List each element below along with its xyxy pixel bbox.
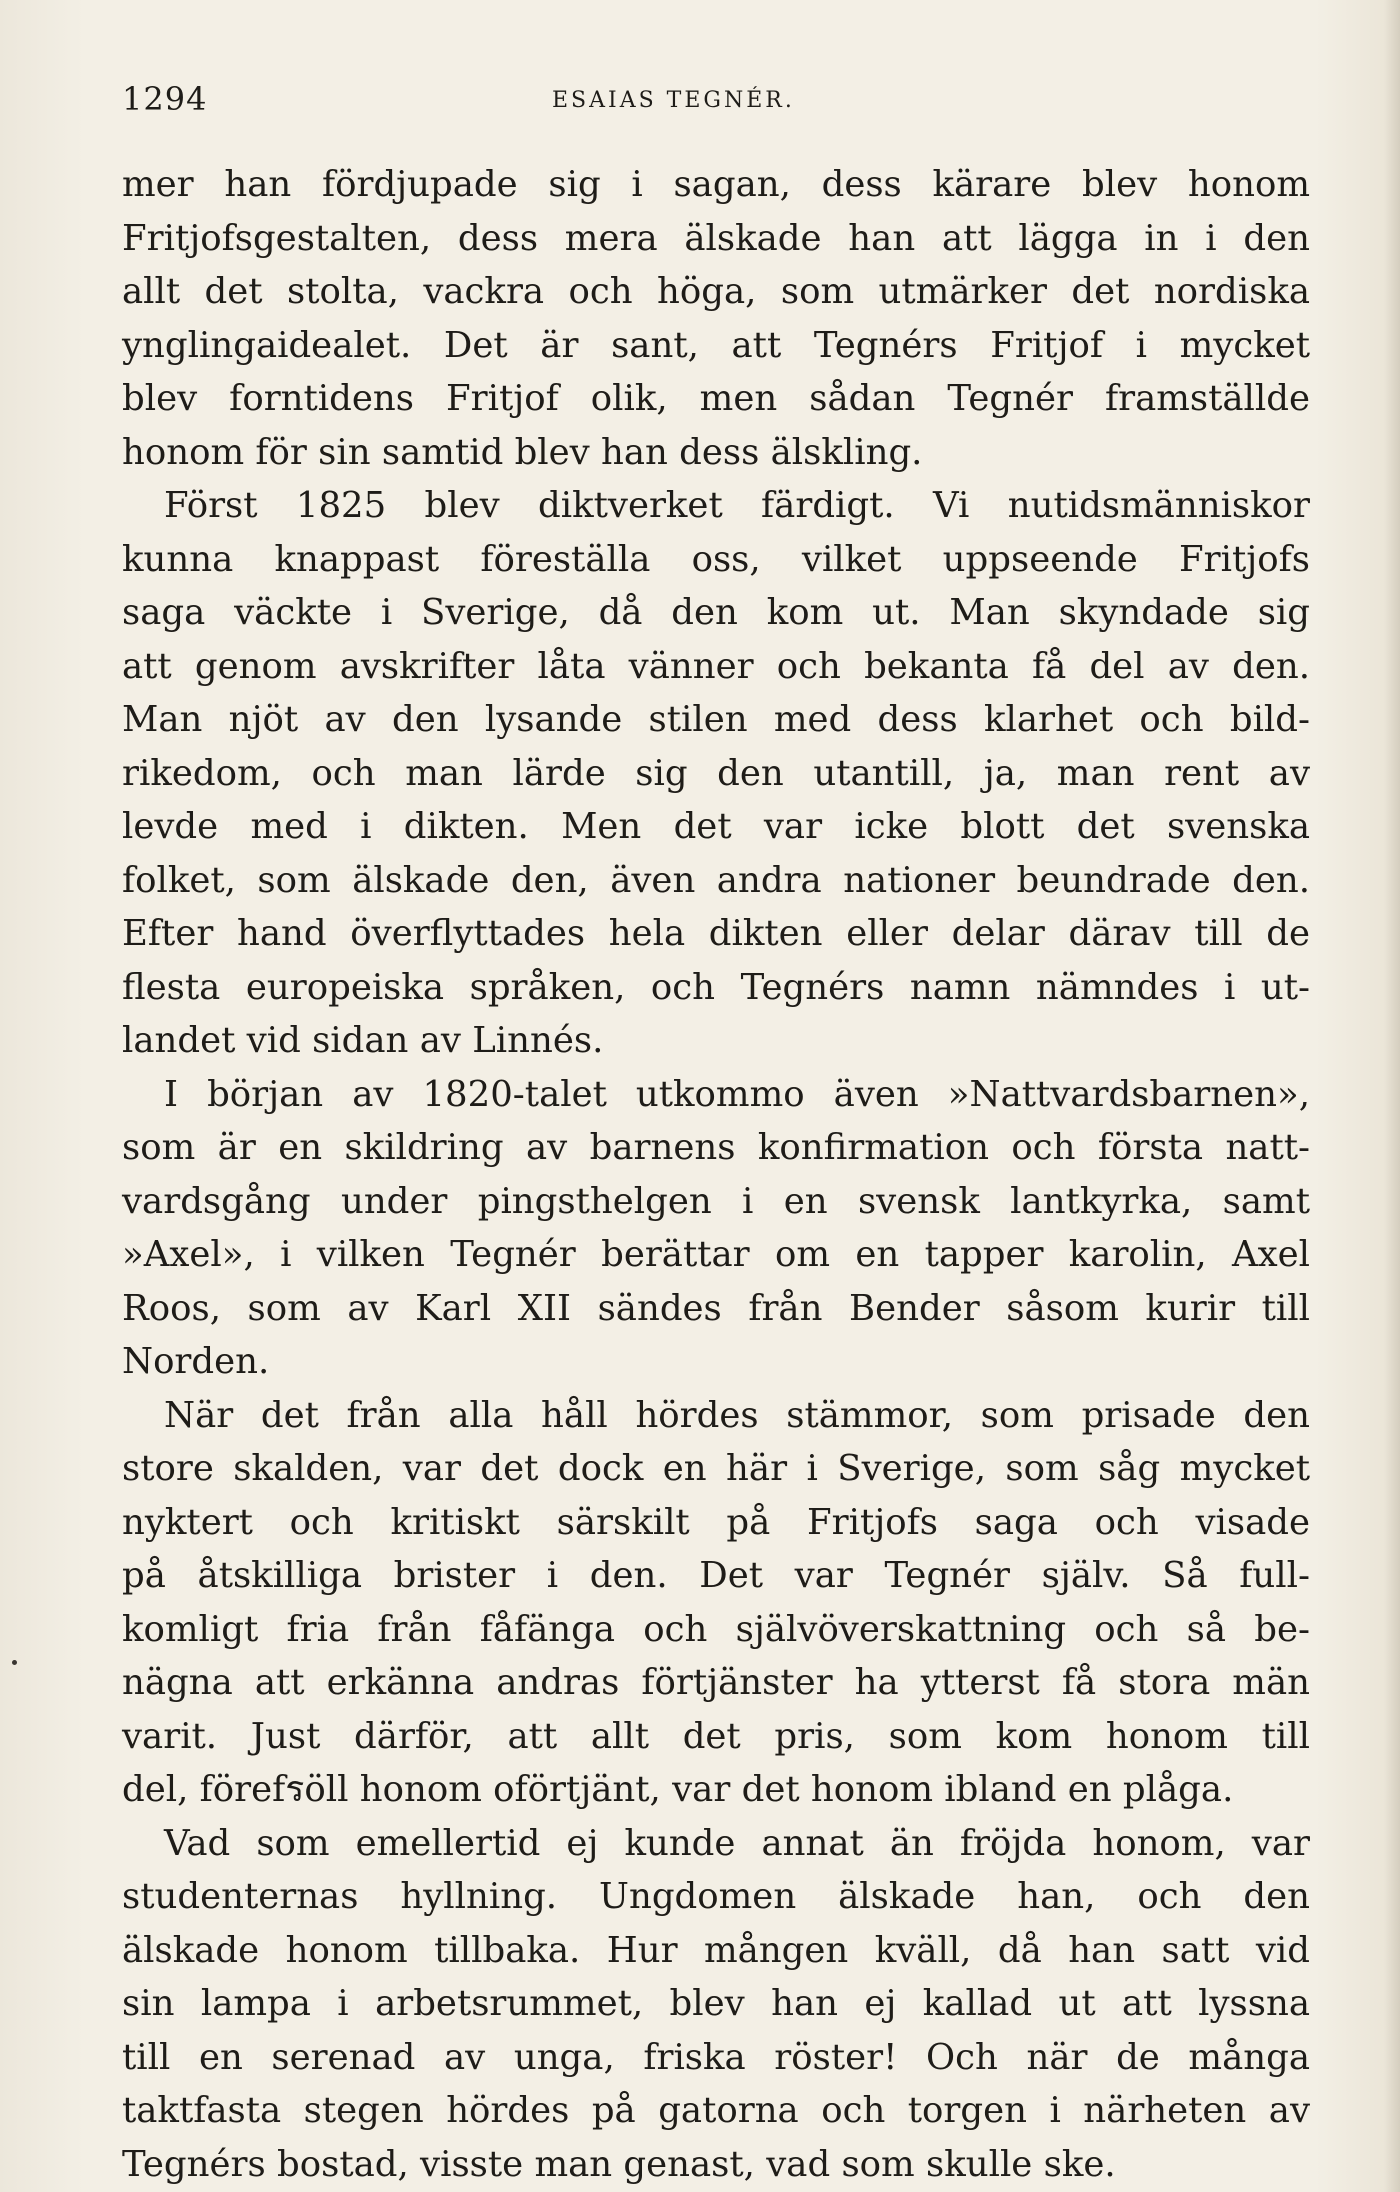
text-line: mer han fördjupade sig i sagan, dess kärare blev honom (122, 164, 1310, 205)
text-line: saga väckte i Sverige, då den kom ut. Man skyndade sig (122, 592, 1310, 633)
text-line: sin lampa i arbetsrummet, blev han ej kallad ut att lyssna (122, 1983, 1310, 2024)
page-header (122, 80, 1310, 124)
running-title: ESAIAS TEGNÉR. (552, 88, 795, 113)
text-line: studenternas hyllning. Ungdomen älskade han, och den (122, 1876, 1310, 1917)
text-line: När det från alla håll hördes stämmor, som prisade den (164, 1394, 1310, 1436)
text-line: Först 1825 blev diktverket färdigt. Vi nutidsmänniskor (164, 485, 1310, 526)
page-number: 1294 (122, 80, 208, 118)
text-line: varit. Just därför, att allt det pris, som kom honom till (122, 1715, 1310, 1757)
text-line: folket, som älskade den, även andra nationer beundrade den. (122, 859, 1310, 901)
page-edge-shadow (1384, 0, 1400, 2192)
text-line: Roos, som av Karl XII sändes från Bender såsom kurir till (122, 1287, 1310, 1329)
text-line: Fritjofsgestalten, dess mera älskade han att lägga in i den (122, 217, 1310, 259)
text-line: honom för sin samtid blev han dess älskling. (122, 431, 923, 473)
text-line: älskade honom tillbaka. Hur mången kväll, då han satt vid (122, 1929, 1310, 1971)
text-line: på åtskilliga brister i den. Det var Tegnér själv. Så full- (122, 1555, 1310, 1596)
text-line: som är en skildring av barnens konfirmation och första natt- (122, 1127, 1310, 1168)
text-line: taktfasta stegen hördes på gatorna och torgen i närheten av (122, 2090, 1310, 2131)
text-line: levde med i dikten. Men det var icke blott det svenska (122, 806, 1310, 847)
text-line: allt det stolta, vackra och höga, som utmärker det nordiska (122, 271, 1310, 312)
text-line: »Axel», i vilken Tegnér berättar om en tapper karolin, Axel (122, 1234, 1310, 1275)
body-text (122, 158, 1310, 2191)
text-line: store skalden, var det dock en här i Sverige, som såg mycket (122, 1448, 1310, 1489)
text-line: nägna att erkänna andras förtjänster ha ytterst få stora män (122, 1662, 1310, 1703)
text-line: Vad som emellertid ej kunde annat än fröjda honom, var (164, 1822, 1310, 1864)
text-line: att genom avskrifter låta vänner och bekanta få del av den. (122, 645, 1310, 687)
text-line: till en serenad av unga, friska röster! Och när de många (122, 2036, 1310, 2078)
text-line: Efter hand överflyttades hela dikten eller delar därav till de (122, 913, 1310, 954)
text-line: I början av 1820-talet utkommo även »Nattvardsbarnen», (164, 1073, 1310, 1115)
text-line: rikedom, och man lärde sig den utantill, ja, man rent av (122, 752, 1310, 794)
text-line: komligt fria från fåfänga och självöverskattning och så be- (122, 1608, 1310, 1650)
text-line: vardsgång under pingsthelgen i en svensk lantkyrka, samt (122, 1180, 1310, 1222)
text-line: blev forntidens Fritjof olik, men sådan Tegnér framställde (122, 378, 1310, 419)
text-line: flesta europeiska språken, och Tegnérs namn nämndes i ut- (122, 966, 1310, 1008)
text-line: Tegnérs bostad, visste man genast, vad som skulle ske. (122, 2143, 1116, 2185)
text-line: Norden. (122, 1341, 270, 1382)
print-speck (12, 1660, 17, 1665)
text-line: del, förefรöll honom oförtjänt, var det honom ibland en plåga. (122, 1769, 1234, 1810)
text-line: kunna knappast föreställa oss, vilket uppseende Fritjofs (122, 538, 1310, 580)
text-line: Man njöt av den lysande stilen med dess klarhet och bild- (122, 699, 1310, 740)
text-line: nyktert och kritiskt särskilt på Fritjofs saga och visade (122, 1501, 1310, 1543)
text-line: landet vid sidan av Linnés. (122, 1020, 604, 1061)
text-line: ynglingaidealet. Det är sant, att Tegnérs Fritjof i mycket (122, 324, 1310, 366)
